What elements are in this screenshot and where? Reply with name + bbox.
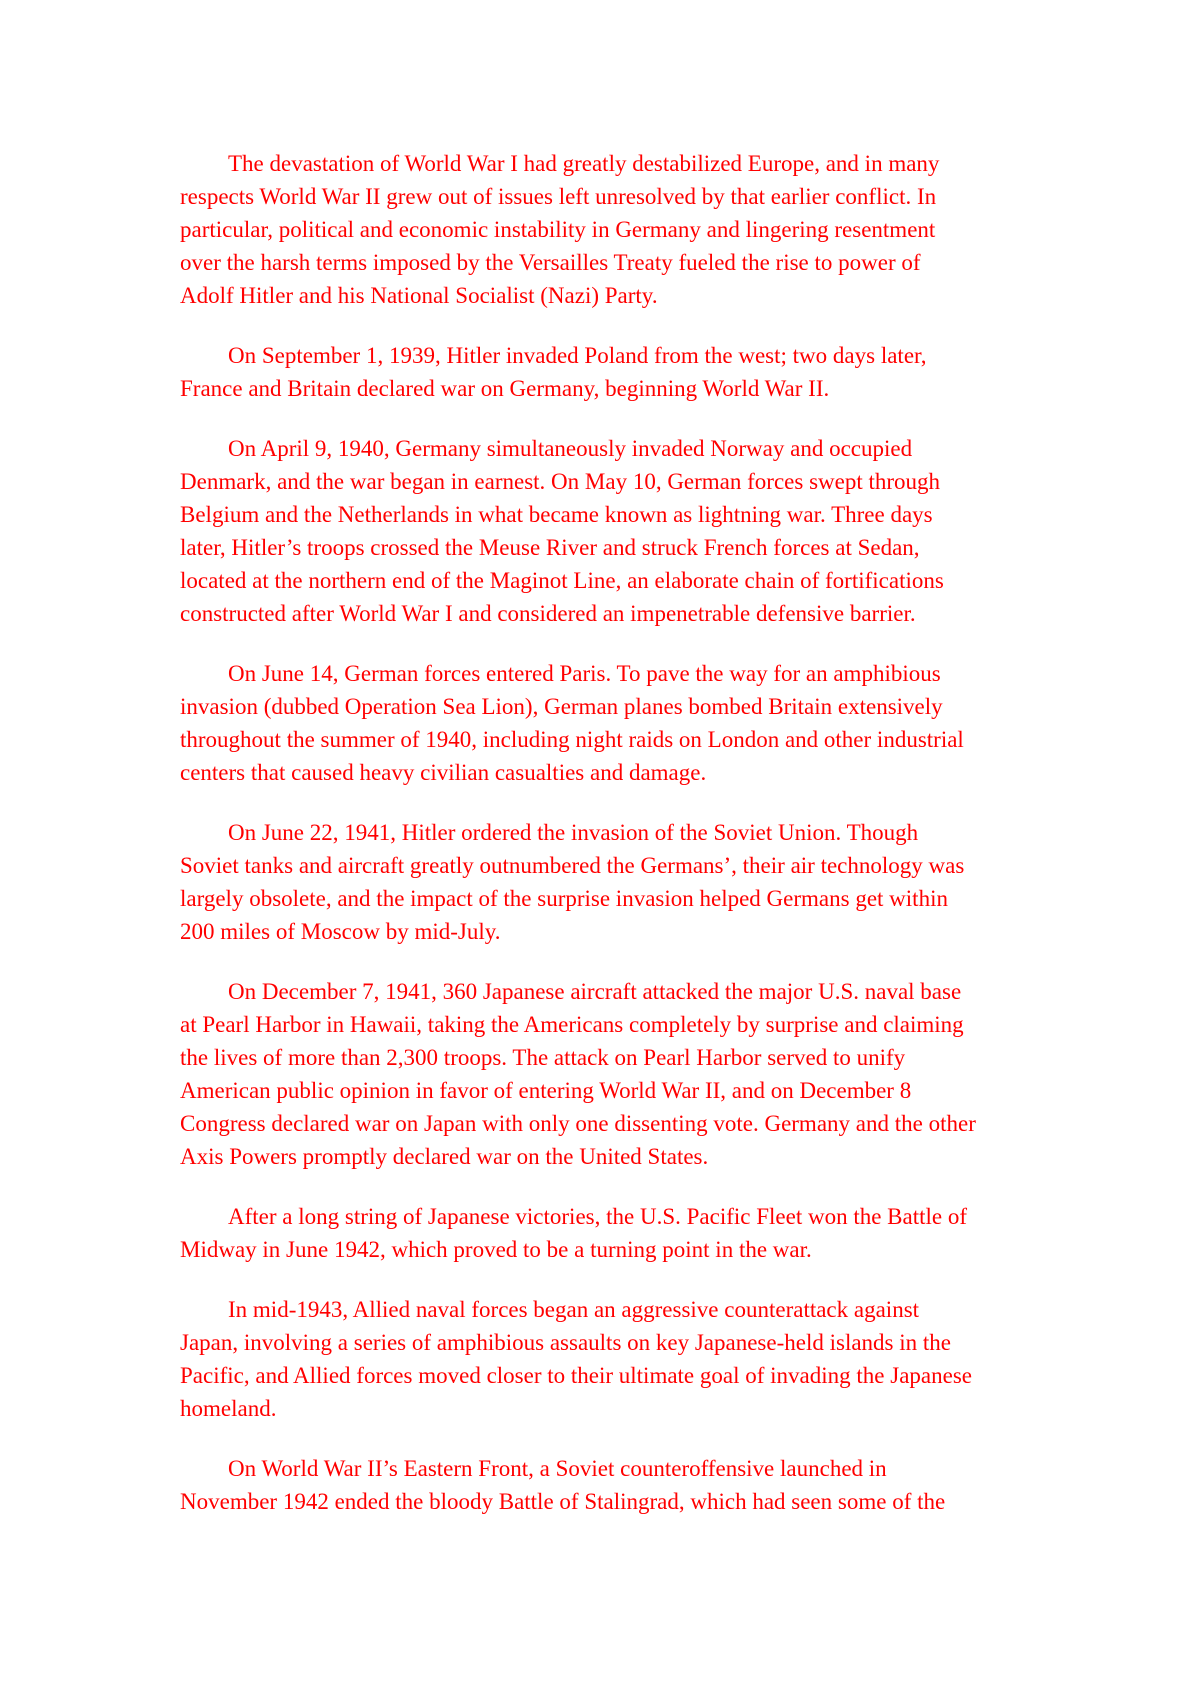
paragraph-pearl-harbor: On December 7, 1941, 360 Japanese aircraft attacked the major U.S. naval base at Pearl Harbor in Hawaii, taking the Americans completely by surprise and claiming the lives of more than 2,300 troops. The attack on Pearl Harbor served to unify American public opinion in favor of entering World War II, and on December 8 Congress declared war on Japan with only one dissenting vote. Germany and the other Axis Powers promptly declared war on the United States. bbox=[180, 979, 976, 1169]
paragraph-eastern-front: On World War II’s Eastern Front, a Soviet counteroffensive launched in November 1942 ended the bloody Battle of Stalingrad, which had seen some of the bbox=[180, 1456, 946, 1514]
paragraph-invasion-of-poland: On September 1, 1939, Hitler invaded Poland from the west; two days later, France and Britain declared war on Germany, beginning World War II. bbox=[180, 343, 927, 401]
paragraph-western-offensive: On April 9, 1940, Germany simultaneously invaded Norway and occupied Denmark, and the war began in earnest. On May 10, German forces swept through Belgium and the Netherlands in what became known as lightning war. Three days later, Hitler’s troops crossed the Meuse River and struck French forces at Sedan, located at the northern end of the Maginot Line, an elaborate chain of fortifications constructed after World War I and considered an impenetrable defensive barrier. bbox=[180, 436, 944, 626]
paragraph-invasion-of-soviet-union: On June 22, 1941, Hitler ordered the invasion of the Soviet Union. Though Soviet tanks and aircraft greatly outnumbered the Germans’, their air technology was largely obsolete, and the impact of the surprise invasion helped Germans get within 200 miles of Moscow by mid-July. bbox=[180, 820, 965, 944]
paragraph-fall-of-paris: On June 14, German forces entered Paris. To pave the way for an amphibious invasion (dubbed Operation Sea Lion), German planes bombed Britain extensively throughout the summer of 1940, including night raids on London and other industrial centers that caused heavy civilian casualties and damage. bbox=[180, 661, 964, 785]
document-body bbox=[180, 147, 1040, 1545]
paragraph-pacific-counterattack: In mid-1943, Allied naval forces began an aggressive counterattack against Japan, involving a series of amphibious assaults on key Japanese-held islands in the Pacific, and Allied forces moved closer to their ultimate goal of invading the Japanese homeland. bbox=[180, 1297, 972, 1421]
paragraph-ww1-aftermath: The devastation of World War I had greatly destabilized Europe, and in many respects World War II grew out of issues left unresolved by that earlier conflict. In particular, political and economic instability in Germany and lingering resentment over the harsh terms imposed by the Versailles Treaty fueled the rise to power of Adolf Hitler and his National Socialist (Nazi) Party. bbox=[180, 151, 940, 308]
paragraph-battle-of-midway: After a long string of Japanese victories, the U.S. Pacific Fleet won the Battle of Midway in June 1942, which proved to be a turning point in the war. bbox=[180, 1204, 967, 1262]
